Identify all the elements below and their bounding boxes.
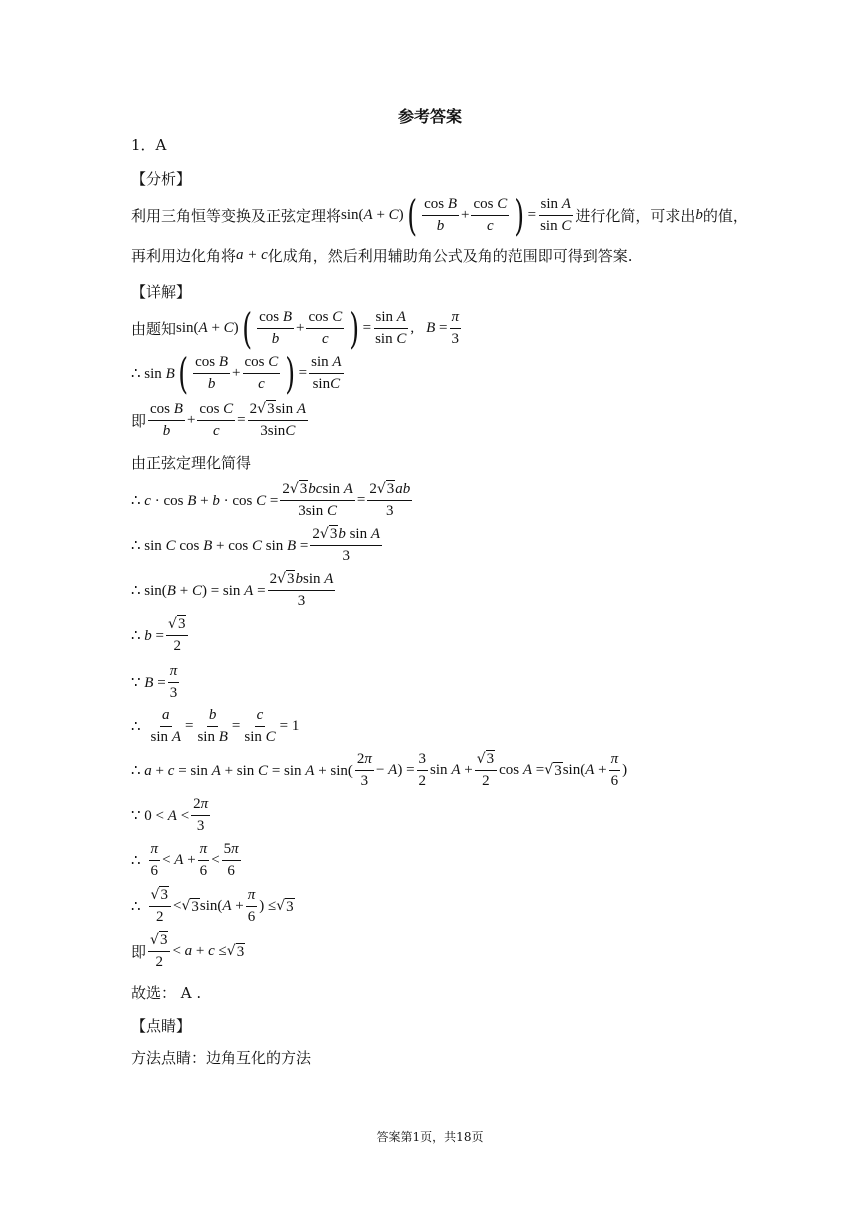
detail-step-14: ∴ √ 3 2 < √ 3 sin(A + $\frac{\pi}{6}$ ) ≤ √ 3 xyxy=(131,887,294,925)
analysis-text-d: 再利用边化角将 xyxy=(131,247,237,265)
detail-prefix: 由题知 xyxy=(131,320,177,338)
page-title: 参考答案 xyxy=(397,107,462,126)
formula-sin-A-plus-C: sin(A + C) xyxy=(341,207,404,223)
detail-text-sine-law: 由正弦定理化简得 xyxy=(131,454,252,472)
fraction-cosB-over-b: $\frac{\text{cos B}}{b}$ xyxy=(424,196,457,234)
answer-choice: 故选： A . xyxy=(131,984,202,1002)
question-number: 1．A xyxy=(131,136,167,154)
detail-step-5: ∴ c · cos B + b · cos C = 2 √ 3 bcsin A 3sin C = 2 √ 3 ab 3 xyxy=(131,481,411,519)
detail-step-10: ∴ $\frac{a}{\text{sin A}}$ = $\frac{b}{\text{sin B}}$ = $\frac{c}{\text{sin C}}$ = 1 xyxy=(131,707,300,745)
analysis-heading: 【分析】 xyxy=(131,170,192,188)
detail-step-3: 即 $\frac{\text{cos B}}{b}$ + $\frac{\text{cos C}}{c}$ = 2 √ 3 sin A 3sinC xyxy=(131,401,306,439)
analysis-text-c: 的值， xyxy=(702,207,748,225)
comment-heading: 【点睛】 xyxy=(131,1017,192,1035)
fraction-cosC-over-c: $\frac{\text{cos C}}{c}$ xyxy=(473,196,508,234)
analysis-text-a: 利用三角恒等变换及正弦定理将 xyxy=(131,207,342,225)
detail-step-13: ∴ $\frac{\pi}{6}$ < A + $\frac{\pi}{6}$ < $\frac{5\pi}{6}$ xyxy=(131,841,239,879)
analysis-text-b: 进行化简，可求出 xyxy=(575,207,696,225)
analysis-text-e: 化成角，然后利用辅助角公式及角的范围即可得到答案. xyxy=(267,247,633,265)
detail-step-8: ∴ b = √ 3 2 xyxy=(131,615,190,656)
detail-step-15: 即 √ 3 2 < a + c ≤ √ 3 xyxy=(131,932,245,970)
detail-heading: 【详解】 xyxy=(131,283,192,301)
final-prefix: 即 xyxy=(131,943,147,961)
detail-step-12: ∵ 0 < A < $\frac{2\pi}{3}$ xyxy=(131,796,209,834)
detail-step-11: ∴ a + c = sin A + sin C = sin A + sin( $\frac{2\pi}{3}$ − A) = $\frac{3}{2}$ sin A + √ 3 2 cos A = √ 3 sin(A + $\frac{\pi}{6}$ ) xyxy=(131,751,628,789)
paren-left: ( xyxy=(406,190,417,240)
detail-step-7: ∴ sin(B + C) = sin A = 2 √ 3 bsin A 3 xyxy=(131,571,334,609)
detail-step-1: 由题知 sin(A + C) ( $\frac{\text{cos B}}{b}$ + $\frac{\text{cos C}}{c}$ ) = $\frac{\text{sin A}}{\text{sin C}}$ , B = $\frac{\pi}{3}$ xyxy=(131,303,460,353)
detail-step-2: ∴ sin B ( $\frac{\text{cos B}}{b}$ + $\frac{\text{cos C}}{c}$ ) = $\frac{\text{sin A}}{\sin C}$ xyxy=(131,348,342,398)
page-footer: 答案第1页，共18页 xyxy=(376,1130,484,1144)
analysis-paragraph-line2: 再利用边化角将 a + c 化成角，然后利用辅助角公式及角的范围即可得到答案. xyxy=(131,247,633,265)
detail-prefix-ji: 即 xyxy=(131,412,147,430)
comment-text: 方法点睛：边角互化的方法 xyxy=(131,1049,312,1067)
detail-step-9: ∵ B = $\frac{\pi}{3}$ xyxy=(131,663,178,701)
detail-step-6: ∴ sin C cos B + cos C sin B = 2 √ 3 b sin A 3 xyxy=(131,526,380,564)
paren-right: ) xyxy=(514,190,525,240)
fraction-sinA-over-sinC: $\frac{\text{sin A}}{\text{sin C}}$ xyxy=(540,196,572,234)
analysis-paragraph-line1: 利用三角恒等变换及正弦定理将 sin(A + C) ( $\frac{\text{cos B}}{b}$ + $\frac{\text{cos C}}{c}$ ) = $\frac{\text{sin A}}{\text{sin C}}$ 进行化简，可求出 b 的值， xyxy=(131,190,748,240)
